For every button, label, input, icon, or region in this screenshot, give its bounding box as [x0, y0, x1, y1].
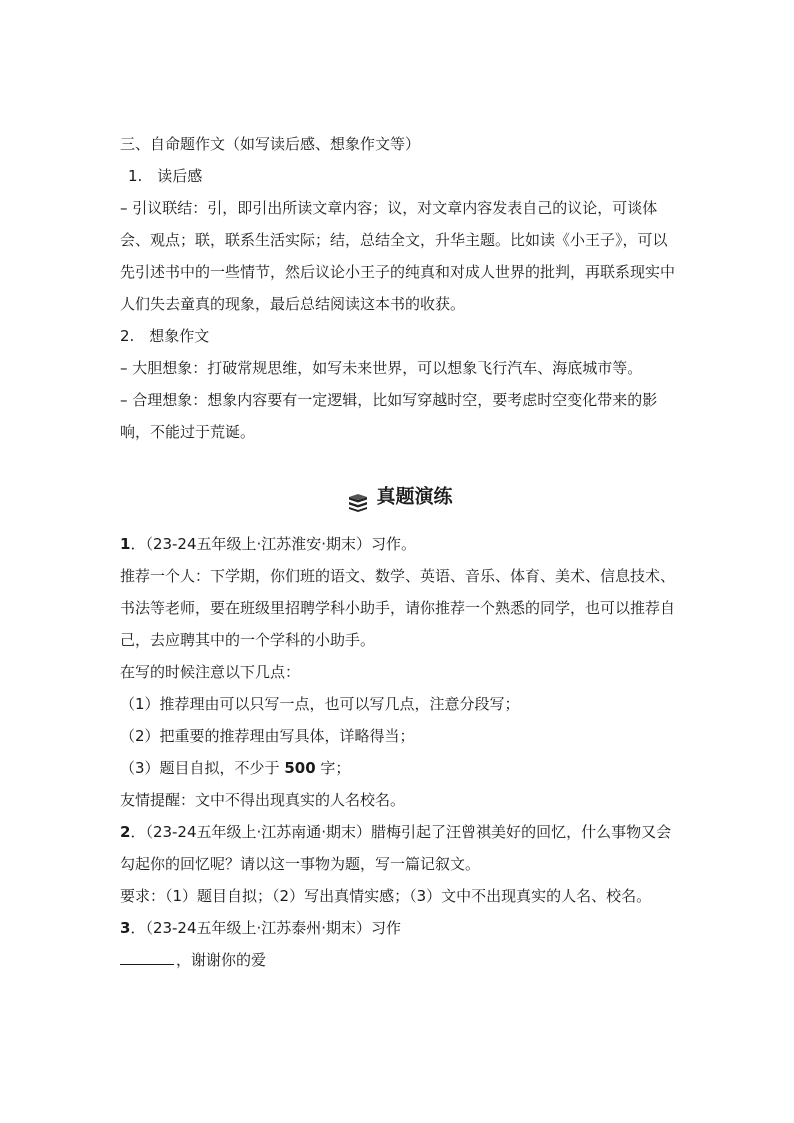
question-2-text: ．（23-24五年级上·江苏南通·期末）腊梅引起了汪曾祺美好的回忆，什么事物又会勾起你的回忆呢？请以这一事物为题，写一篇记叙文。 — [120, 823, 672, 873]
point3-prefix: （3）题目自拟，不少于 — [120, 759, 285, 777]
item1-title: 1. 读后感 — [128, 167, 203, 185]
question-3-source: ．（23-24五年级上·江苏泰州·期末）习作 — [130, 919, 402, 937]
question-2-header — [120, 816, 680, 880]
question-2-number: 2 — [120, 823, 131, 841]
item2-point1: – 大胆想象：打破常规思维，如写未来世界，可以想象飞行汽车、海底城市等。 — [120, 359, 643, 377]
question-1-point3 — [120, 752, 680, 784]
title-blank — [120, 946, 174, 965]
section-heading: 三、自命题作文（如写读后感、想象作文等） — [120, 135, 421, 153]
books-icon — [347, 487, 369, 507]
item2-point2: – 合理想象：想象内容要有一定逻辑，比如写穿越时空，要考虑时空变化带来的影响，不能过于荒诞。 — [120, 391, 658, 441]
point3-suffix: 字； — [315, 759, 351, 777]
document-page — [120, 128, 680, 976]
question-3-header — [120, 912, 680, 944]
practice-title-row — [120, 476, 680, 516]
question-3-title — [120, 944, 680, 976]
question-1-source: ．（23-24五年级上·江苏淮安·期末）习作。 — [130, 535, 417, 553]
practice-title: 真题演练 — [376, 485, 453, 508]
question-1-tip: 友情提醒：文中不得出现真实的人名校名。 — [120, 791, 406, 809]
question-2-requirements: 要求：（1）题目自拟；（2）写出真情实感；（3）文中不出现真实的人名、校名。 — [120, 887, 652, 905]
question-1-point2: （2）把重要的推荐理由写具体，详略得当； — [120, 727, 415, 745]
word-count: 500 — [284, 759, 316, 777]
question-1-note: 在写的时候注意以下几点： — [120, 663, 301, 681]
question-3-number: 3 — [120, 919, 131, 937]
title-suffix: ，谢谢你的爱 — [176, 951, 267, 969]
item2-title: 2. 想象作文 — [120, 327, 210, 345]
question-1-header — [120, 528, 680, 560]
question-1-point1: （1）推荐理由可以只写一点，也可以写几点，注意分段写； — [120, 695, 520, 713]
question-1-body: 推荐一个人：下学期，你们班的语文、数学、英语、音乐、体育、美术、信息技术、书法等老师，要在班级里招聘学科小助手，请你推荐一个熟悉的同学，也可以推荐自己，去应聘其中的一个学科的小助手。 — [120, 567, 676, 649]
item1-body: – 引议联结：引，即引出所读文章内容；议，对文章内容发表自己的议论，可谈体会、观点；联，联系生活实际；结，总结全文，升华主题。比如读《小王子》，可以先引述书中的一些情节，然后议论小王子的纯真和对成人世界的批判，再联系现实中人们失去童真的现象，最后总结阅读这本书的收获。 — [120, 199, 676, 313]
question-1-number: 1 — [120, 535, 131, 553]
